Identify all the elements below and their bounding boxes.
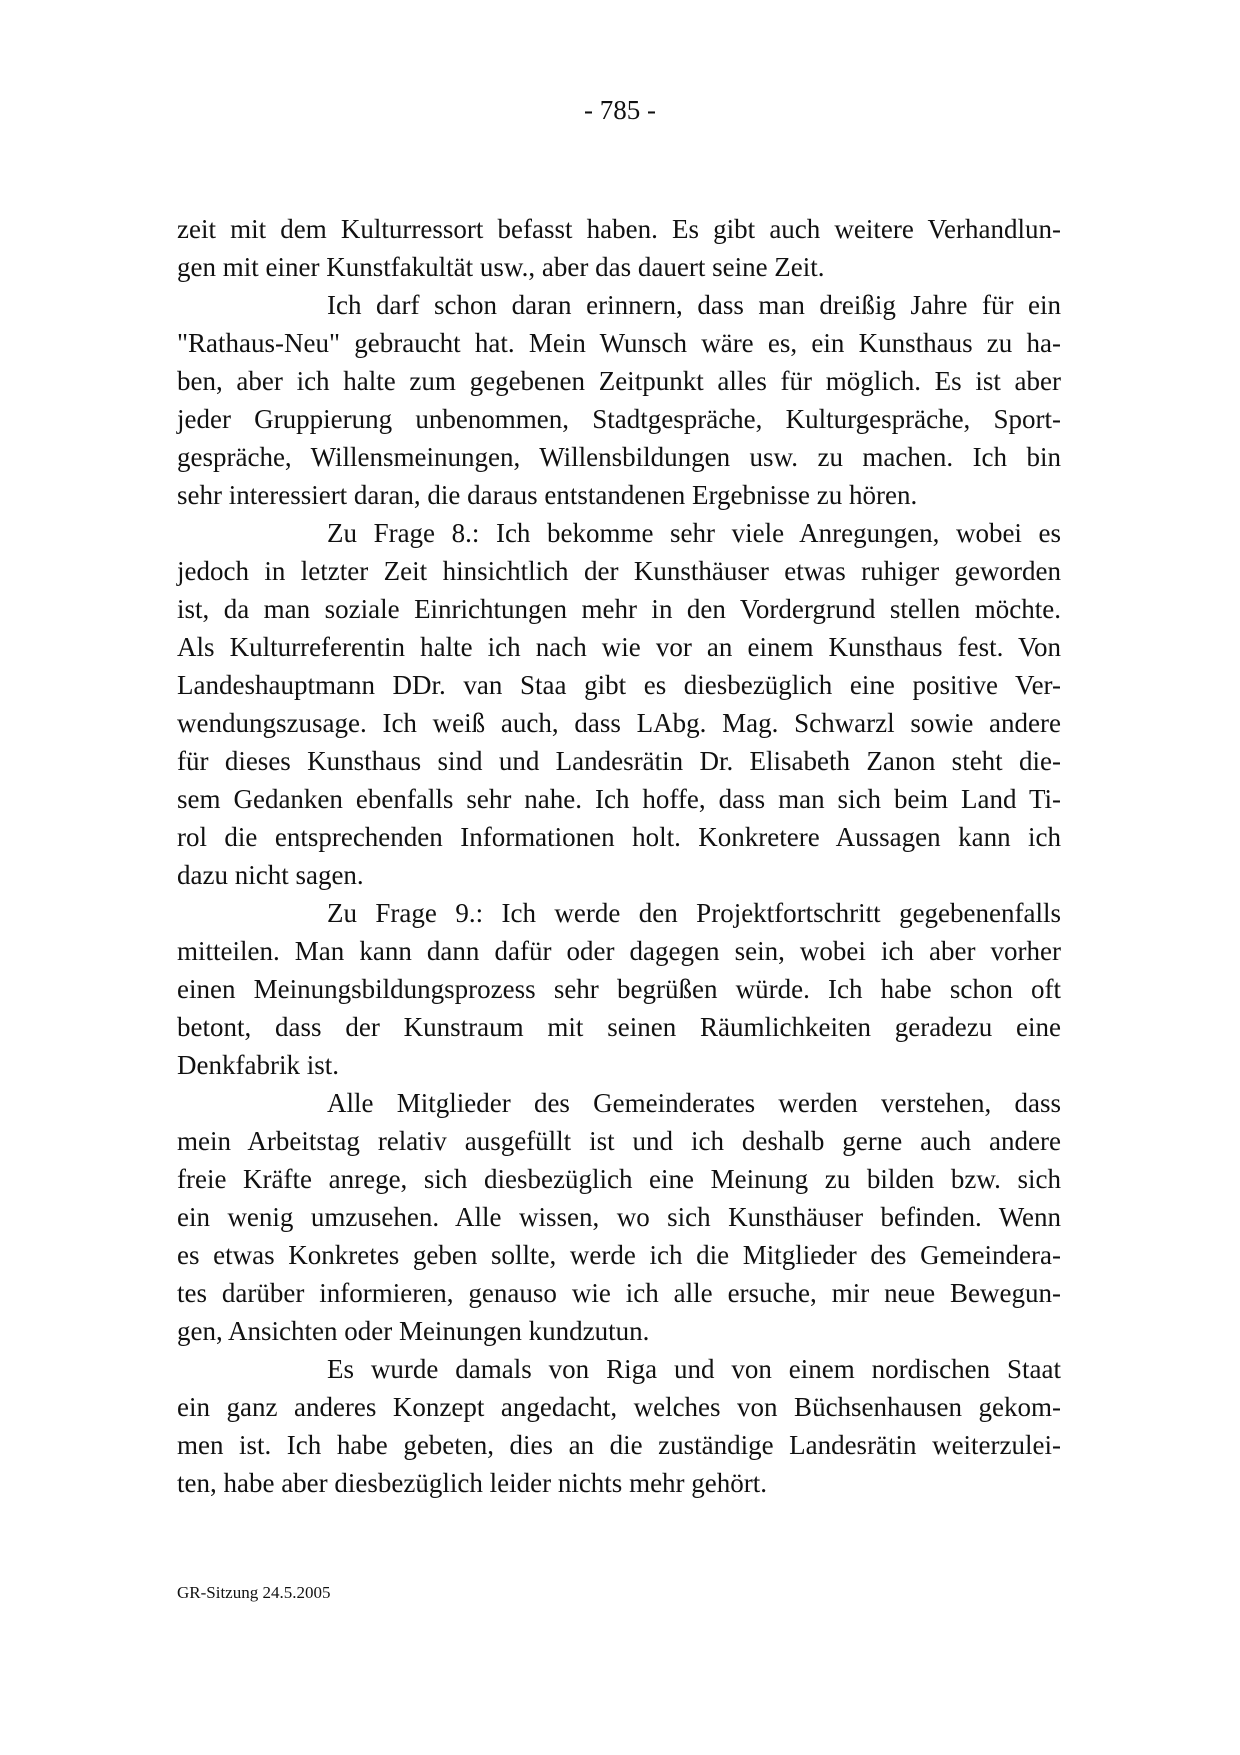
text-line: für dieses Kunsthaus sind und Landesrätin Dr. Elisabeth Zanon steht die- [177,746,1061,776]
text-line: ben, aber ich halte zum gegebenen Zeitpunkt alles für möglich. Es ist aber [177,366,1061,396]
text-line: men ist. Ich habe gebeten, dies an die zuständige Landesrätin weiterzulei- [177,1430,1061,1460]
text-line: rol die entsprechenden Informationen holt. Konkretere Aussagen kann ich [177,822,1061,852]
text-line: sem Gedanken ebenfalls sehr nahe. Ich hoffe, dass man sich beim Land Ti- [177,784,1061,814]
text-line: Es wurde damals von Riga und von einem nordischen Staat [327,1354,1061,1384]
text-line: mein Arbeitstag relativ ausgefüllt ist und ich deshalb gerne auch andere [177,1126,1061,1156]
text-line: ist, da man soziale Einrichtungen mehr in den Vordergrund stellen möchte. [177,594,1061,624]
text-line: es etwas Konkretes geben sollte, werde ich die Mitglieder des Gemeindera- [177,1240,1061,1270]
text-line: wendungszusage. Ich weiß auch, dass LAbg. Mag. Schwarzl sowie andere [177,708,1061,738]
text-line: betont, dass der Kunstraum mit seinen Räumlichkeiten geradezu eine [177,1012,1061,1042]
text-line: Zu Frage 9.: Ich werde den Projektfortschritt gegebenenfalls [327,898,1061,928]
text-line: Als Kulturreferentin halte ich nach wie vor an einem Kunsthaus fest. Von [177,632,1061,662]
text-line: tes darüber informieren, genauso wie ich alle ersuche, mir neue Bewegun- [177,1278,1061,1308]
text-line: Denkfabrik ist. [177,1050,339,1080]
page-number: - 785 - [584,95,656,125]
footer: GR-Sitzung 24.5.2005 [177,1583,331,1602]
text-line: Zu Frage 8.: Ich bekomme sehr viele Anregungen, wobei es [327,518,1061,548]
text-line: "Rathaus-Neu" gebraucht hat. Mein Wunsch wäre es, ein Kunsthaus zu ha- [177,328,1061,358]
text-line: freie Kräfte anrege, sich diesbezüglich eine Meinung zu bilden bzw. sich [177,1164,1061,1194]
text-line: jeder Gruppierung unbenommen, Stadtgespräche, Kulturgespräche, Sport- [177,404,1061,434]
text-line: gespräche, Willensmeinungen, Willensbildungen usw. zu machen. Ich bin [177,442,1061,472]
text-line: ein ganz anderes Konzept angedacht, welches von Büchsenhausen gekom- [177,1392,1061,1422]
text-line: dazu nicht sagen. [177,860,364,890]
text-line: gen, Ansichten oder Meinungen kundzutun. [177,1316,650,1346]
text-line: jedoch in letzter Zeit hinsichtlich der Kunsthäuser etwas ruhiger geworden [177,556,1061,586]
text-line: zeit mit dem Kulturressort befasst haben. Es gibt auch weitere Verhandlun- [177,214,1061,244]
text-line: sehr interessiert daran, die daraus entstandenen Ergebnisse zu hören. [177,480,918,510]
text-line: einen Meinungsbildungsprozess sehr begrüßen würde. Ich habe schon oft [177,974,1061,1004]
text-line: Alle Mitglieder des Gemeinderates werden verstehen, dass [327,1088,1061,1118]
text-line: gen mit einer Kunstfakultät usw., aber das dauert seine Zeit. [177,252,825,282]
text-line: ten, habe aber diesbezüglich leider nichts mehr gehört. [177,1468,768,1498]
text-line: Ich darf schon daran erinnern, dass man dreißig Jahre für ein [327,290,1061,320]
text-line: mitteilen. Man kann dann dafür oder dagegen sein, wobei ich aber vorher [177,936,1061,966]
text-line: Landeshauptmann DDr. van Staa gibt es diesbezüglich eine positive Ver- [177,670,1061,700]
text-line: ein wenig umzusehen. Alle wissen, wo sich Kunsthäuser befinden. Wenn [177,1202,1061,1232]
